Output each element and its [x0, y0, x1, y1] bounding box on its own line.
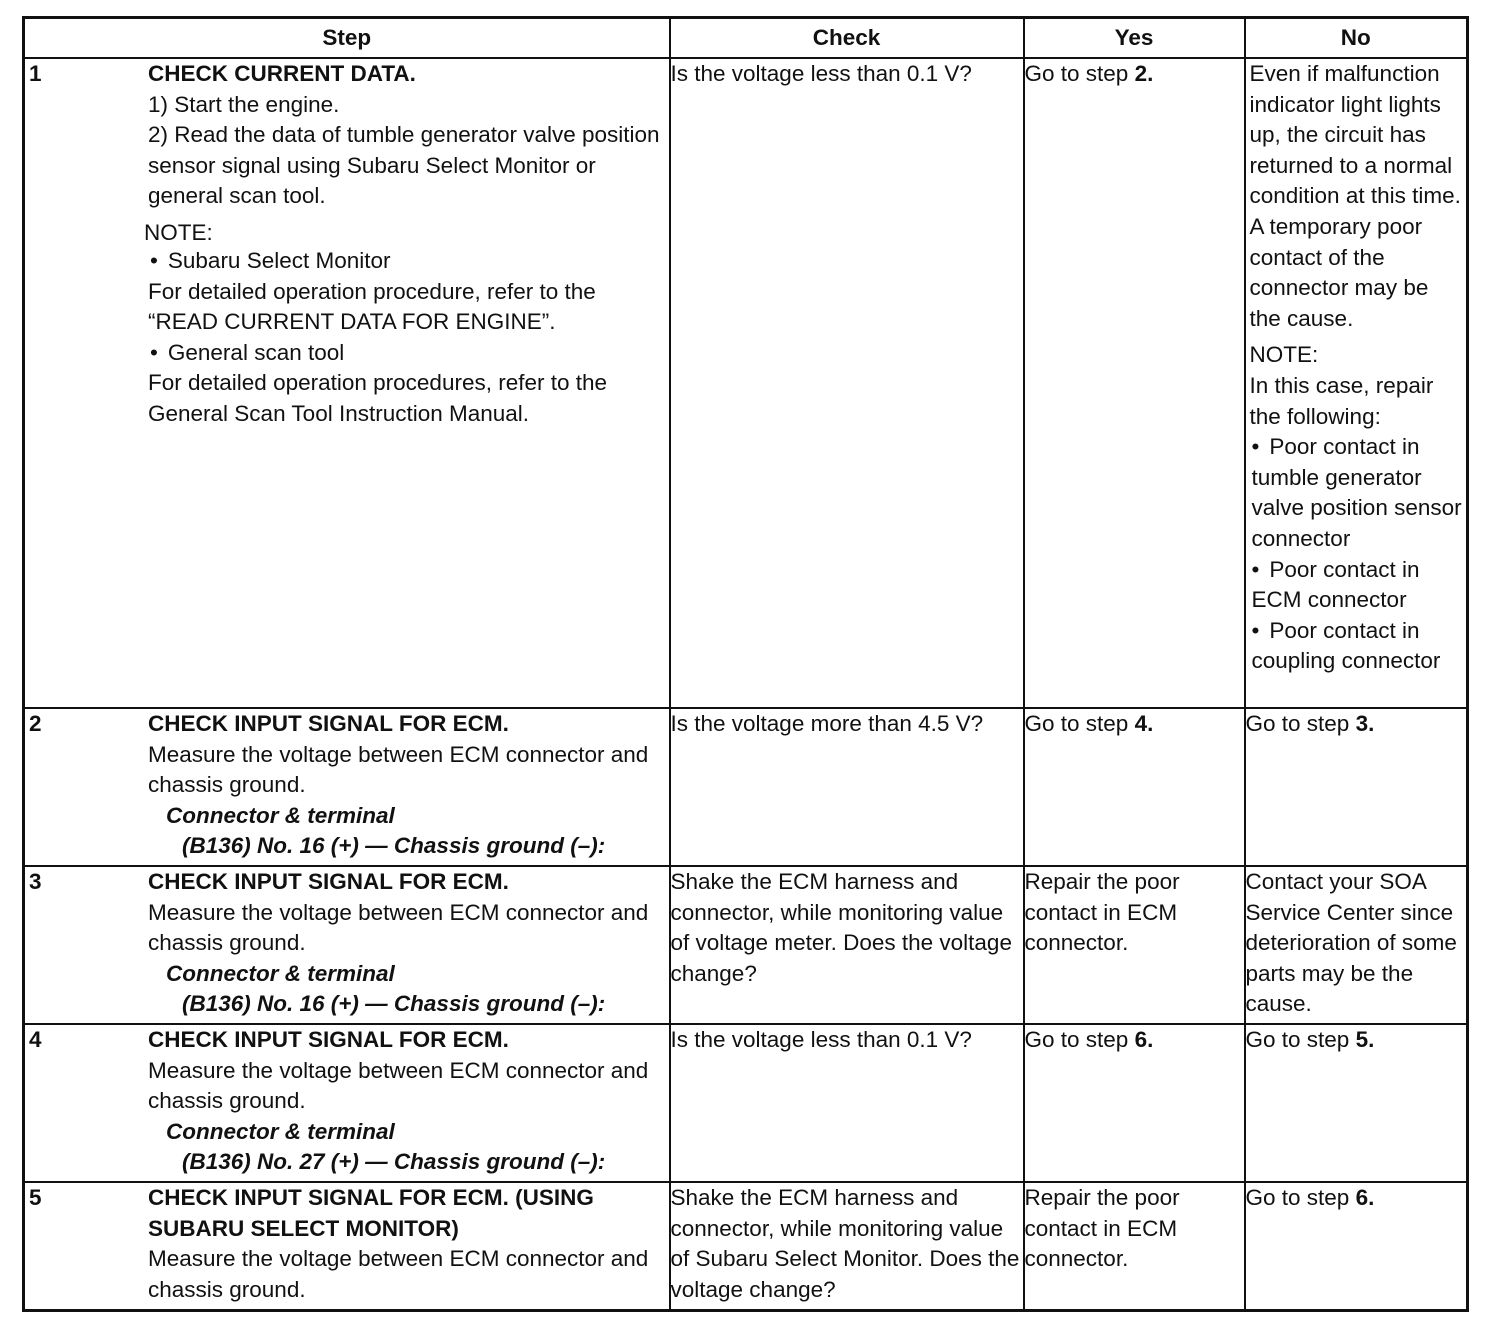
header-yes: Yes — [1024, 18, 1245, 59]
step-cell — [24, 1024, 670, 1182]
table-row — [24, 708, 1468, 866]
step-title: CHECK INPUT SIGNAL FOR ECM. (USING SUBARU SELECT MONITOR) — [148, 1185, 594, 1241]
header-check: Check — [670, 18, 1024, 59]
step-number: 3 — [29, 869, 42, 894]
step-text: Measure the voltage between ECM connector and chassis ground. — [148, 741, 649, 798]
step-text: Measure the voltage between ECM connector and chassis ground. — [148, 1246, 649, 1302]
yes-step-ref: 4. — [1134, 711, 1154, 736]
no-step-ref: 6. — [1355, 1185, 1375, 1210]
step-number: 4 — [29, 1027, 42, 1052]
no-cell — [1245, 1182, 1468, 1310]
no-note-label: NOTE: — [1249, 342, 1319, 368]
yes-text: Go to step — [1024, 1027, 1135, 1052]
no-text: Even if malfunction indicator light lights up, the circuit has returned to a normal condition at this time. A temporary poor contact of the connector may be the cause. — [1249, 61, 1461, 331]
connector-terminal-label: Connector & terminal — [166, 1118, 395, 1144]
no-note-text: In this case, repair the following: — [1249, 372, 1434, 429]
header-no: No — [1245, 18, 1468, 59]
connector-terminal-spec: (B136) No. 27 (+) — Chassis ground (–): — [182, 1149, 606, 1175]
check-cell: Shake the ECM harness and connector, while monitoring value of Subaru Select Monitor. Does the voltage change? — [670, 1182, 1024, 1310]
step-title: CHECK INPUT SIGNAL FOR ECM. — [148, 1027, 509, 1052]
diagnostic-procedure-page — [22, 16, 1466, 1312]
no-step-ref: 3. — [1355, 711, 1375, 736]
step-text: Measure the voltage between ECM connector and chassis ground. — [148, 1057, 649, 1114]
check-cell: Is the voltage more than 4.5 V? — [670, 708, 1024, 866]
connector-terminal-spec: (B136) No. 16 (+) — Chassis ground (–): — [182, 991, 606, 1017]
no-cell: Contact your SOA Service Center since deterioration of some parts may be the cause. — [1245, 866, 1468, 1024]
step-title: CHECK CURRENT DATA. — [148, 61, 416, 86]
step-number: 5 — [29, 1185, 42, 1210]
no-cell — [1245, 708, 1468, 866]
no-cell — [1245, 58, 1468, 708]
no-text: Go to step — [1245, 1185, 1356, 1210]
yes-cell — [1024, 708, 1245, 866]
table-row — [24, 1182, 1468, 1310]
table-header-row — [24, 18, 1468, 59]
header-step: Step — [24, 18, 670, 59]
note-label: NOTE: — [144, 219, 213, 245]
step-number: 2 — [29, 711, 42, 736]
connector-terminal-spec: (B136) No. 16 (+) — Chassis ground (–): — [182, 833, 606, 859]
step-cell — [24, 58, 670, 708]
yes-cell: Repair the poor contact in ECM connector. — [1024, 866, 1245, 1024]
step-title: CHECK INPUT SIGNAL FOR ECM. — [148, 711, 509, 736]
no-bullet: • Poor contact in tumble generator valve position sensor connector — [1250, 432, 1465, 554]
yes-text: Go to step — [1024, 61, 1135, 86]
yes-cell: Repair the poor contact in ECM connector. — [1024, 1182, 1245, 1310]
no-bullet: • Poor contact in coupling connector — [1250, 616, 1465, 677]
step-cell — [24, 1182, 670, 1310]
note-bullet: • General scan tool — [148, 338, 663, 369]
yes-cell — [1024, 1024, 1245, 1182]
yes-cell — [1024, 58, 1245, 708]
no-cell — [1245, 1024, 1468, 1182]
yes-step-ref: 2. — [1134, 61, 1154, 86]
no-step-ref: 5. — [1355, 1027, 1375, 1052]
step-line: 1) Start the engine. — [148, 91, 340, 117]
no-text: Go to step — [1245, 711, 1356, 736]
step-cell — [24, 708, 670, 866]
step-line: 2) Read the data of tumble generator valve position sensor signal using Subaru Select Monitor or general scan tool. — [148, 122, 660, 209]
diagnostic-table — [22, 16, 1469, 1312]
no-text: Go to step — [1245, 1027, 1356, 1052]
note-text: For detailed operation procedure, refer to the “READ CURRENT DATA FOR ENGINE”. — [148, 278, 596, 335]
step-text: Measure the voltage between ECM connector and chassis ground. — [148, 899, 649, 956]
note-bullet: • Subaru Select Monitor — [148, 246, 663, 277]
step-number: 1 — [29, 61, 42, 86]
no-bullet: • Poor contact in ECM connector — [1250, 555, 1465, 616]
step-cell — [24, 866, 670, 1024]
connector-terminal-label: Connector & terminal — [166, 960, 395, 986]
check-cell: Is the voltage less than 0.1 V? — [670, 58, 1024, 708]
table-row — [24, 58, 1468, 708]
step-title: CHECK INPUT SIGNAL FOR ECM. — [148, 869, 509, 894]
check-cell: Is the voltage less than 0.1 V? — [670, 1024, 1024, 1182]
note-text: For detailed operation procedures, refer to the General Scan Tool Instruction Manual. — [148, 370, 608, 426]
yes-step-ref: 6. — [1134, 1027, 1154, 1052]
table-row — [24, 866, 1468, 1024]
check-cell: Shake the ECM harness and connector, while monitoring value of voltage meter. Does the voltage change? — [670, 866, 1024, 1024]
connector-terminal-label: Connector & terminal — [166, 802, 395, 828]
table-row — [24, 1024, 1468, 1182]
yes-text: Go to step — [1024, 711, 1135, 736]
